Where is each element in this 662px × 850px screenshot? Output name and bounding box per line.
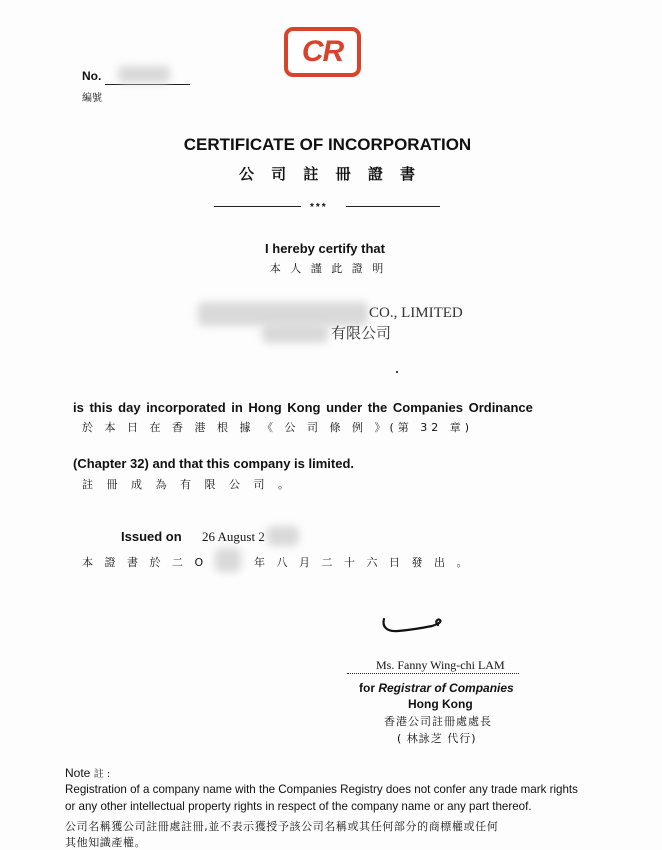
- statement-line2: (Chapter 32) and that this company is limited.: [73, 456, 354, 471]
- issued-label: Issued on: [121, 529, 182, 544]
- issued-cn-prefix: 本 證 書 於 二 O: [82, 556, 208, 569]
- signature-line: [347, 673, 519, 674]
- number-label: No.: [82, 69, 102, 83]
- redacted-year: [267, 526, 299, 546]
- statement-line1: is this day incorporated in Hong Kong under the Companies Ordinance: [73, 400, 533, 415]
- note-label: Note: [65, 766, 91, 780]
- note-heading: [65, 765, 110, 780]
- number-label-cn: 編號: [82, 93, 102, 104]
- registrar-title: Registrar of Companies: [378, 681, 514, 695]
- divider-left: [214, 206, 301, 207]
- note-cn-line1: 公司名稱獲公司註冊處註冊,並不表示獲授予該公司名稱或其任何部分的商標權或任何: [65, 820, 499, 833]
- company-name-en: CO., LIMITED: [369, 305, 463, 321]
- registrar-deputy-cn: ( 林詠芝 代行): [397, 732, 477, 745]
- company-name-cn: 有限公司: [331, 324, 392, 342]
- redacted-company-name-cn: [262, 323, 328, 343]
- statement-line2-cn: 註 冊 成 為 有 限 公 司 。: [82, 478, 294, 491]
- divider-stars: ***: [310, 202, 328, 213]
- cr-logo: [284, 27, 361, 77]
- issued-date: 26 August 2: [202, 529, 265, 544]
- registrar-title-cn: 香港公司註冊處處長: [384, 715, 492, 728]
- certificate-title-cn: 公 司 註 冊 證 書: [238, 165, 422, 183]
- signature-icon: [378, 612, 448, 638]
- certificate-title: CERTIFICATE OF INCORPORATION: [183, 135, 472, 154]
- note-en-line1: Registration of a company name with the Companies Registry does not confer any trade mark rights: [65, 783, 578, 796]
- note-cn-line2: 其他知識產權。: [65, 836, 147, 849]
- issued-cn-suffix: 年 八 月 二 十 六 日 發 出 。: [254, 556, 472, 569]
- registrar-place: Hong Kong: [408, 697, 473, 711]
- registrar-for-label: for: [359, 681, 375, 695]
- note-en-line2: or any other intellectual property rights in respect of the company name or any part thereof.: [65, 800, 532, 813]
- redacted-number: [118, 66, 170, 83]
- divider-right: [346, 206, 440, 207]
- certify-text-cn: 本 人 謹 此 證 明: [269, 262, 387, 275]
- cr-logo-text: CR: [301, 35, 344, 68]
- registrar-for: [359, 681, 514, 695]
- statement-line1-cn: 於 本 日 在 香 港 根 據 《 公 司 條 例 》(第 32 章): [82, 421, 474, 434]
- number-underline: [105, 84, 190, 85]
- note-label-cn: 註 :: [93, 769, 111, 780]
- registrar-name: Ms. Fanny Wing-chi LAM: [376, 658, 505, 672]
- certify-text: I hereby certify that: [265, 241, 385, 256]
- redacted-year-cn: [215, 548, 241, 572]
- ink-dot: [396, 371, 398, 373]
